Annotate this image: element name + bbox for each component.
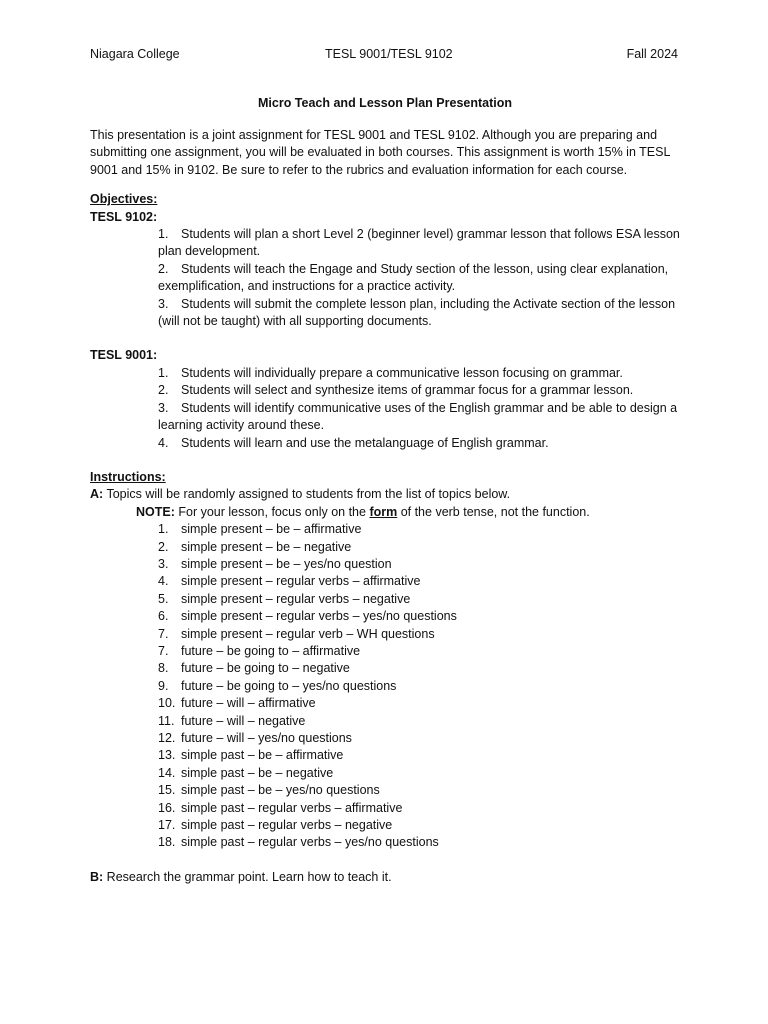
list-item: 4. Students will learn and use the metalanguage of English grammar. bbox=[158, 435, 549, 450]
list-item: 3. Students will identify communicative uses of the English grammar and be able to design a learning activity around these. bbox=[158, 400, 678, 433]
list-item: 14. simple past – be – negative bbox=[158, 765, 334, 780]
list-item: 5. simple present – regular verbs – negative bbox=[158, 591, 411, 606]
list-item: 18. simple past – regular verbs – yes/no questions bbox=[158, 835, 439, 850]
tesl9102-heading: TESL 9102: bbox=[90, 209, 158, 224]
list-item: 16. simple past – regular verbs – affirmative bbox=[158, 800, 403, 815]
document-title: Micro Teach and Lesson Plan Presentation bbox=[258, 96, 512, 110]
list-item: 2. Students will select and synthesize items of grammar focus for a grammar lesson. bbox=[158, 383, 634, 398]
instruction-a: A: Topics will be randomly assigned to students from the list of topics below. bbox=[90, 487, 511, 502]
page-header bbox=[90, 47, 680, 65]
list-item: 13. simple past – be – affirmative bbox=[158, 748, 344, 763]
instruction-b: B: Research the grammar point. Learn how to teach it. bbox=[90, 869, 392, 884]
tesl9001-objectives-list bbox=[90, 365, 680, 452]
header-course-codes: TESL 9001/TESL 9102 bbox=[325, 47, 453, 61]
list-item: 12. future – will – yes/no questions bbox=[158, 731, 352, 745]
list-item: 7. future – be going to – affirmative bbox=[158, 643, 361, 658]
list-item: 1. Students will individually prepare a communicative lesson focusing on grammar. bbox=[158, 365, 623, 380]
list-item: 7. simple present – regular verb – WH questions bbox=[158, 626, 435, 641]
list-item: 8. future – be going to – negative bbox=[158, 661, 350, 676]
list-item: 17. simple past – regular verbs – negative bbox=[158, 818, 393, 833]
list-item: 15. simple past – be – yes/no questions bbox=[158, 783, 380, 798]
tesl9102-objectives-list bbox=[90, 226, 680, 330]
instructions-heading: Instructions: bbox=[90, 469, 166, 484]
list-item: 3. Students will submit the complete lesson plan, including the Activate section of the lesson (will not be taught) with all supporting documents. bbox=[158, 296, 676, 329]
list-item: 6. simple present – regular verbs – yes/no questions bbox=[158, 609, 457, 624]
list-item: 3. simple present – be – yes/no question bbox=[158, 556, 392, 571]
list-item: 2. simple present – be – negative bbox=[158, 539, 352, 554]
list-item: 1. simple present – be – affirmative bbox=[158, 522, 362, 537]
instruction-note: NOTE: For your lesson, focus only on the form of the verb tense, not the function. bbox=[136, 504, 590, 519]
intro-paragraph: This presentation is a joint assignment for TESL 9001 and TESL 9102. Although you are preparing and submitting one assignment, you will be evaluated in both courses. This assignment is worth 15% in TESL 9001 and 15% in 9102. Be sure to refer to the rubrics and evaluation information for each course. bbox=[90, 128, 670, 177]
list-item: 2. Students will teach the Engage and Study section of the lesson, using clear explanation, exemplification, and instructions for a practice activity. bbox=[158, 261, 669, 294]
header-institution: Niagara College bbox=[90, 47, 180, 61]
list-item: 10. future – will – affirmative bbox=[158, 696, 316, 711]
list-item: 9. future – be going to – yes/no questions bbox=[158, 678, 397, 693]
list-item: 4. simple present – regular verbs – affirmative bbox=[158, 574, 421, 589]
header-term: Fall 2024 bbox=[626, 47, 678, 61]
tesl9001-heading: TESL 9001: bbox=[90, 348, 158, 363]
list-item: 1. Students will plan a short Level 2 (beginner level) grammar lesson that follows ESA lesson plan development. bbox=[158, 227, 680, 259]
document-page bbox=[90, 47, 680, 886]
topics-list bbox=[90, 521, 680, 852]
objectives-heading: Objectives: bbox=[90, 192, 158, 207]
list-item: 11. future – will – negative bbox=[158, 713, 306, 728]
